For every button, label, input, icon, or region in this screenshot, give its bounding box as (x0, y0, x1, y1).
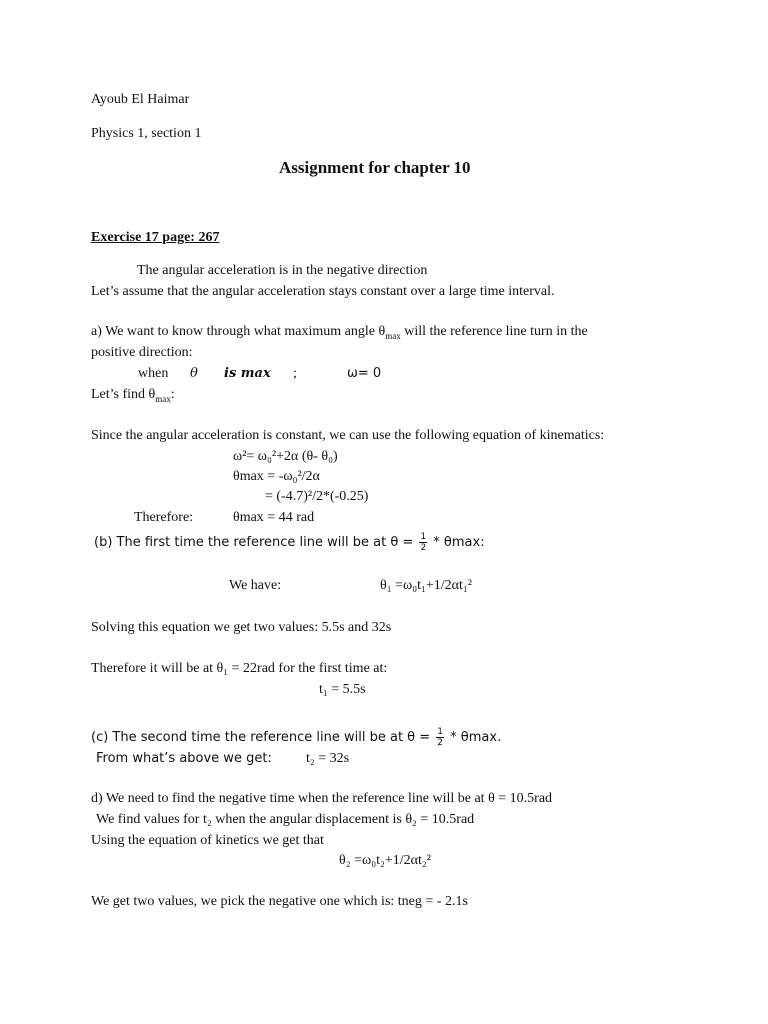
course-info: Physics 1, section 1 (91, 126, 202, 141)
part-d-line-3: Using the equation of kinetics we get that (91, 833, 324, 848)
exercise-heading: Exercise 17 page: 267 (91, 230, 220, 245)
part-a-when: when (138, 366, 169, 381)
part-a-semicolon: ; (293, 366, 297, 381)
part-a-since: Since the angular acceleration is constant, we can use the following equation of kinematics: (91, 428, 605, 443)
page-title: Assignment for chapter 10 (279, 158, 471, 177)
part-b-t1: t₁ = 5.5s (319, 682, 366, 697)
part-a-theta: θ (190, 366, 198, 381)
part-d-line-2: We find values for t₂ when the angular displacement is θ₂ = 10.5rad (96, 812, 475, 827)
we-have-label: We have: (229, 578, 282, 593)
equation-substitution: = (-4.7)²/2*(-0.25) (265, 489, 369, 504)
equation-kinematics: ω²= ω₀²+2α (θ- θ₀) (233, 449, 338, 464)
part-d-final: We get two values, we pick the negative one which is: tneg = - 2.1s (91, 894, 468, 909)
part-a-question-cont: positive direction: (91, 345, 193, 360)
part-a-is-max: is max (224, 366, 271, 381)
part-a-result: θmax = 44 rad (233, 510, 315, 525)
intro-line-1: The angular acceleration is in the negative direction (137, 263, 428, 278)
author-name: Ayoub El Haimar (91, 92, 190, 107)
part-c-from: From what’s above we get: (96, 751, 272, 766)
equation-theta-2: θ₂ =ω₀t₂+1/2αt₂² (339, 853, 431, 868)
part-a-find: Let’s find $\theta_{max}$: (91, 387, 175, 404)
part-a-omega-zero: ω= 0 (347, 366, 382, 381)
fraction-half: $\frac{1}{2}$ (437, 727, 444, 748)
intro-line-2: Let’s assume that the angular acceleration stays constant over a large time interval. (91, 284, 555, 299)
therefore-label: Therefore: (134, 510, 194, 525)
part-c-question: (c) The second time the reference line will be at θ = $\frac{1}{2}$ * θmax. (91, 727, 502, 748)
equation-theta-max: θmax = -ω₀²/2α (233, 469, 320, 484)
part-a-question: a) We want to know through what maximum angle $\theta_{max}$ will the reference line turn in the (91, 324, 588, 341)
part-b-therefore: Therefore it will be at θ₁ = 22rad for the first time at: (91, 661, 388, 676)
part-b-solving: Solving this equation we get two values: 5.5s and 32s (91, 620, 392, 635)
fraction-half: $\frac{1}{2}$ (420, 532, 427, 553)
equation-theta-1: θ₁ =ω₀t₁+1/2αt₁² (380, 578, 472, 593)
part-d-question: d) We need to find the negative time when the reference line will be at θ = 10.5rad (91, 791, 553, 806)
part-c-t2: t₂ = 32s (306, 751, 350, 766)
part-b-question: (b) The first time the reference line will be at θ = $\frac{1}{2}$ * θmax: (94, 532, 485, 553)
